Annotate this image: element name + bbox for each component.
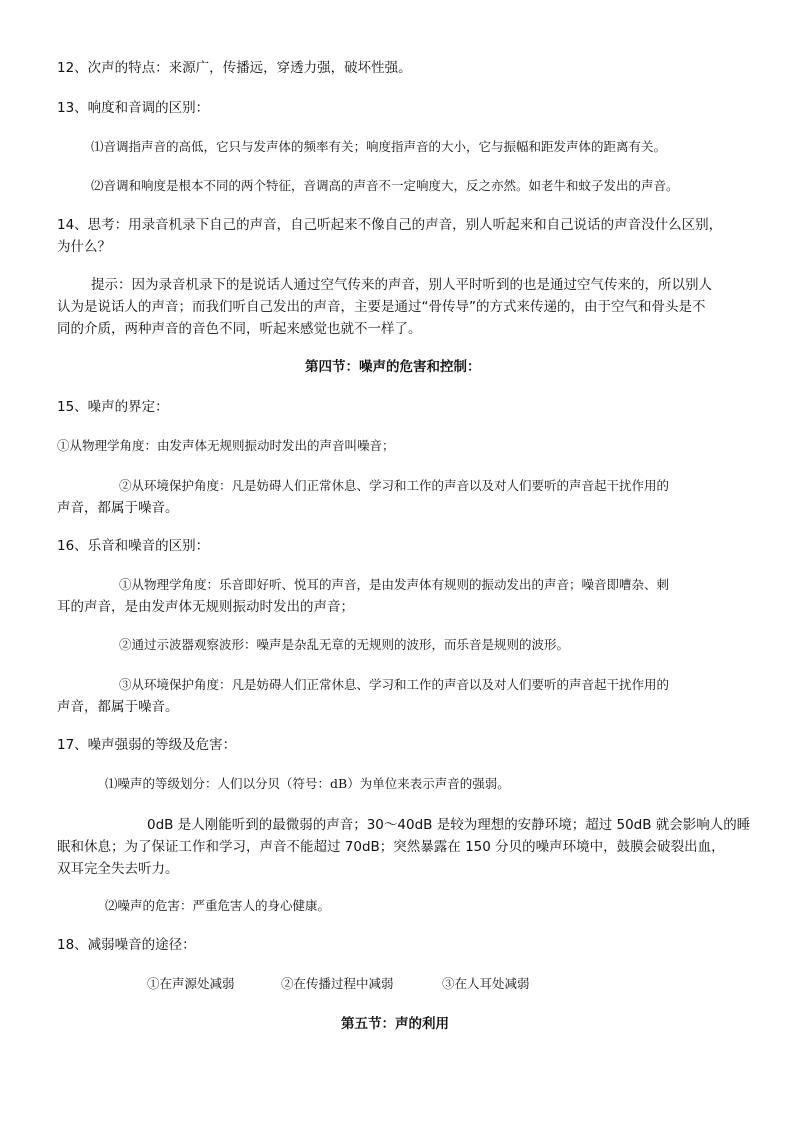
item-17-title: 17、噪声强弱的等级及危害： (57, 737, 237, 753)
item-17-point-1: ⑴噪声的等级划分：人们以分贝（符号：dB）为单位来表示声音的强弱。 (105, 776, 510, 791)
item-16-point-3-line-1: ③从环境保护角度：凡是妨碍人们正常休息、学习和工作的声音以及对人们要听的声音起干扰作用的 (119, 677, 670, 692)
item-16-point-1-line-2: 耳的声音，是由发声体无规则振动时发出的声音； (57, 599, 354, 615)
item-15-point-2-line-1: ②从环境保护角度：凡是妨碍人们正常休息、学习和工作的声音以及对人们要听的声音起干扰作用的 (119, 478, 670, 493)
hint-line-2: 认为是说话人的声音；而我们听自己发出的声音，主要是通过“骨传导”的方式来传递的，由于空气和骨头是不 (57, 299, 706, 315)
item-16-point-2: ②通过示波器观察波形：噪声是杂乱无章的无规则的波形，而乐音是规则的波形。 (119, 637, 570, 652)
item-16-title: 16、乐音和噪音的区别： (57, 538, 210, 554)
item-18-way-3: ③在人耳处减弱 (442, 976, 530, 991)
item-18-title: 18、减弱噪音的途径： (57, 937, 196, 953)
section-5-heading: 第五节：声的利用 (341, 1016, 449, 1032)
item-17-detail-line-2: 眠和休息；为了保证工作和学习，声音不能超过 70dB；突然暴露在 150 分贝的噪声环境中，鼓膜会破裂出血， (57, 839, 725, 855)
item-15-point-1: ①从物理学角度：由发声体无规则振动时发出的声音叫噪音； (57, 438, 395, 453)
item-14-line-2: 为什么？ (57, 239, 111, 255)
item-15-point-2-line-2: 声音，都属于噪音。 (57, 500, 179, 516)
item-18-way-1: ①在声源处减弱 (147, 976, 235, 991)
item-12: 12、次声的特点：来源广，传播远，穿透力强，破坏性强。 (57, 60, 412, 76)
item-13-point-2: ⑵音调和响度是根本不同的两个特征，音调高的声音不一定响度大，反之亦然。如老牛和蚊子发出的声音。 (91, 178, 679, 193)
item-13-title: 13、响度和音调的区别： (57, 100, 210, 116)
hint-line-1: 提示：因为录音机录下的是说话人通过空气传来的声音，别人平时听到的也是通过空气传来的，所以别人 (91, 277, 712, 293)
item-14-line-1: 14、思考：用录音机录下自己的声音，自己听起来不像自己的声音，别人听起来和自己说话的声音没什么区别， (57, 217, 723, 233)
item-17-point-2: ⑵噪声的危害：严重危害人的身心健康。 (105, 898, 331, 913)
section-4-heading: 第四节：噪声的危害和控制： (305, 359, 481, 375)
item-13-point-1: ⑴音调指声音的高低，它只与发声体的频率有关；响度指声音的大小，它与振幅和距发声体的距离有关。 (91, 139, 667, 154)
item-15-title: 15、噪声的界定： (57, 399, 169, 415)
item-16-point-3-line-2: 声音，都属于噪音。 (57, 699, 179, 715)
item-18-way-2: ②在传播过程中减弱 (281, 976, 394, 991)
item-17-detail-line-3: 双耳完全失去听力。 (57, 861, 179, 877)
item-17-detail-line-1: 0dB 是人刚能听到的最微弱的声音；30～40dB 是较为理想的安静环境；超过 50dB 就会影响人的睡 (147, 817, 751, 833)
hint-line-3: 同的介质，两种声音的音色不同，听起来感觉也就不一样了。 (57, 321, 422, 337)
item-16-point-1-line-1: ①从物理学角度：乐音即好听、悦耳的声音，是由发声体有规则的振动发出的声音；噪音即嘈杂、刺 (119, 577, 670, 592)
